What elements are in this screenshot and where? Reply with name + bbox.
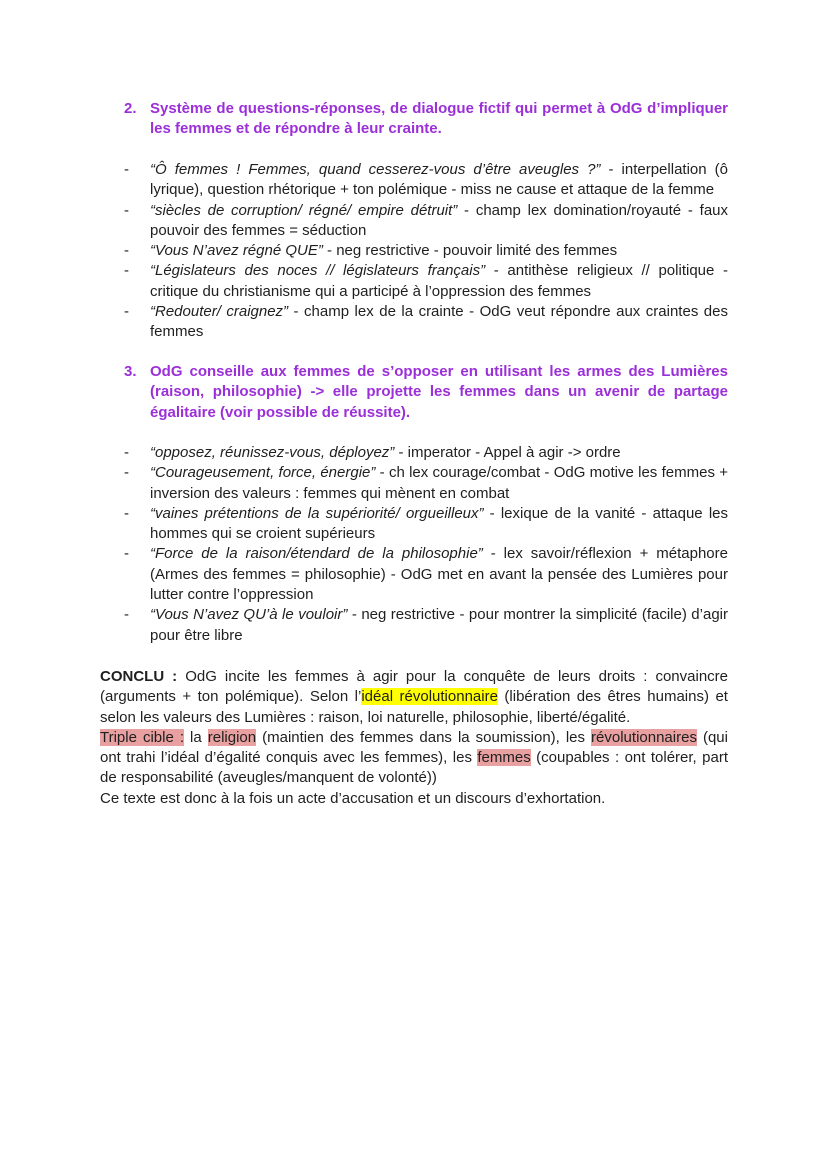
triple-target-paragraph: Triple cible : la religion (maintien des femmes dans la soumission), les révolutionnaires (qui ont trahi l’idéal d’égalité conquis avec les femmes), les femmes (coupables : ont tolérer, part de responsabilité (aveugles/manquent de volonté)) <box>100 728 728 787</box>
conclusion-paragraph: CONCLU : OdG incite les femmes à agir pour la conquête de leurs droits : convaincre (arguments + ton polémique). Selon l’idéal révolutionnaire (libération des êtres humains) et selon les valeurs des Lumières : raison, loi naturelle, philosophie, liberté/égalité. <box>100 668 728 726</box>
closing-sentence: Ce texte est donc à la fois un acte d’accusation et un discours d’exhortation. <box>100 789 606 807</box>
section-2-heading <box>124 99 728 140</box>
list-item: - “opposez, réunissez-vous, déployez” - imperator - Appel à agir -> ordre <box>124 444 621 461</box>
section-3-heading <box>124 362 728 423</box>
conclusion <box>100 667 728 809</box>
section-2-number: 2. <box>124 100 137 117</box>
highlight-ideal: idéal révolutionnaire <box>361 688 498 706</box>
list-item: - “Redouter/ craignez” - champ lex de la crainte - OdG veut répondre aux craintes des femmes <box>124 303 728 341</box>
list-item: - “vaines prétentions de la supériorité/ orgueilleux” - lexique de la vanité - attaque les hommes qui se croient supérieurs <box>124 504 728 543</box>
list-item: - “Force de la raison/étendard de la philosophie” - lex savoir/réflexion + métaphore (Armes des femmes = philosophie) - OdG met en avant la pensée des Lumières pour lutter contre l’oppression <box>124 545 728 604</box>
list-item: - “siècles de corruption/ régné/ empire détruit” - champ lex domination/royauté - faux pouvoir des femmes = séduction <box>124 201 729 239</box>
list-item: - “Ô femmes ! Femmes, quand cesserez-vous d’être aveugles ?” - interpellation (ô lyrique), question rhétorique + ton polémique - miss ne cause et attaque de la femme <box>124 161 728 199</box>
list-item: - “Vous N’avez QU’à le vouloir” - neg restrictive - pour montrer la simplicité (facile) d’agir pour être libre <box>124 606 728 644</box>
conclusion-label: CONCLU : <box>100 668 178 685</box>
section-2-heading-text: Système de questions-réponses, de dialogue fictif qui permet à OdG d’impliquer les femmes et de répondre à leur crainte. <box>150 100 728 138</box>
list-item: - “Courageusement, force, énergie” - ch lex courage/combat - OdG motive les femmes + inversion des valeurs : femmes qui mènent en combat <box>124 464 728 502</box>
section-3-list <box>124 443 728 646</box>
section-3-number: 3. <box>124 363 137 380</box>
section-3-heading-text: OdG conseille aux femmes de s’opposer en utilisant les armes des Lumières (raison, philosophie) -> elle projette les femmes dans un avenir de partage égalitaire (voir possible de réussite). <box>150 363 728 421</box>
section-2-list <box>124 160 728 343</box>
list-item: - “Législateurs des noces // législateurs français” - antithèse religieux // politique - critique du christianisme qui a participé à l’oppression des femmes <box>124 262 728 300</box>
highlight-religion: religion <box>207 728 257 746</box>
highlight-triple-cible: Triple cible : <box>100 728 185 746</box>
highlight-femmes: femmes <box>477 749 531 767</box>
list-item: - “Vous N’avez régné QUE” - neg restrictive - pouvoir limité des femmes <box>124 242 618 260</box>
highlight-revolutionnaires: révolutionnaires <box>591 728 697 746</box>
